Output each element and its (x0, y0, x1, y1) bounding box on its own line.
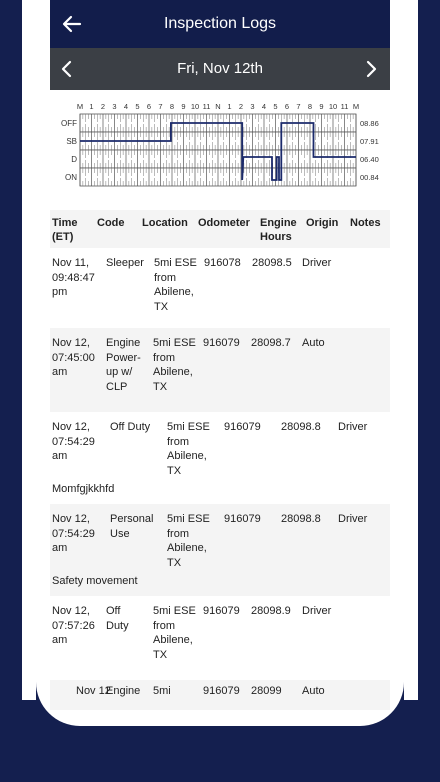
cell-time: Nov 12 (76, 685, 111, 697)
hour-label: 2 (100, 102, 106, 111)
hour-label: 8 (307, 102, 313, 111)
cell-location: 5mi ESE from Abilene, TX (154, 257, 197, 313)
hour-label: 10 (190, 102, 200, 111)
hour-label: 4 (123, 102, 129, 111)
hour-label: M (352, 102, 360, 111)
cell-engine-hours: 28098.8 (281, 421, 321, 433)
hour-label: 1 (227, 102, 232, 111)
hour-label: 6 (284, 102, 290, 111)
cell-time: Nov 12, 07:57:26 am (52, 605, 95, 647)
cell-engine-hours: 28098.7 (251, 337, 291, 349)
status-total: 06.40 (360, 155, 379, 164)
log-table (50, 210, 390, 697)
table-row[interactable] (50, 680, 390, 710)
cell-code: Engine (106, 685, 141, 697)
cell-odometer: 916079 (224, 513, 261, 525)
current-date: Fri, Nov 12th (177, 60, 263, 77)
cell-code: Engine Power-up w/ CLP (106, 337, 141, 393)
cell-odometer: 916079 (203, 605, 240, 617)
hour-label: 11 (340, 102, 349, 111)
page-title: Inspection Logs (163, 15, 277, 32)
cell-origin: Driver (302, 605, 332, 617)
cell-code: Off Duty (106, 605, 129, 632)
date-navigator (50, 48, 390, 90)
cell-odometer: 916078 (204, 257, 241, 269)
hour-label: 9 (319, 102, 324, 111)
header-code: Code (97, 217, 125, 229)
cell-code: Sleeper (106, 257, 144, 269)
header-time: Time (ET) (52, 217, 78, 243)
hour-label: N (215, 102, 221, 111)
cell-origin: Driver (338, 421, 368, 433)
cell-origin: Driver (338, 513, 368, 525)
next-day-chevron-icon[interactable] (360, 58, 382, 80)
header-engine-hours: Engine Hours (260, 217, 297, 243)
header-odometer: Odometer (198, 217, 250, 229)
status-label: ON (65, 173, 77, 182)
header-notes: Notes (350, 217, 381, 229)
cell-location: 5mi (153, 685, 171, 697)
hour-label: M (76, 102, 84, 111)
table-row[interactable] (50, 596, 390, 680)
cell-engine-hours: 28098.8 (281, 513, 321, 525)
cell-time: Nov 12, 07:54:29 am (52, 421, 95, 463)
status-label: SB (66, 137, 77, 146)
cell-odometer: 916079 (203, 337, 240, 349)
cell-time: Nov 12, 07:45:00 am (52, 337, 95, 379)
hour-label: 6 (146, 102, 152, 111)
hour-label: 9 (181, 102, 186, 111)
cell-code: Personal Use (110, 513, 154, 540)
cell-engine-hours: 28098.9 (251, 605, 291, 617)
table-header (50, 210, 390, 248)
cell-location: 5mi ESE from Abilene, TX (167, 513, 210, 569)
table-row[interactable] (50, 248, 390, 328)
hour-label: 10 (328, 102, 338, 111)
status-total: 08.86 (360, 119, 379, 128)
status-label: OFF (61, 119, 77, 128)
cell-time: Nov 11, 09:48:47 pm (52, 257, 95, 299)
cell-odometer: 916079 (224, 421, 261, 433)
device-bezel-left (22, 0, 36, 700)
hour-label: 7 (158, 102, 163, 111)
cell-origin: Driver (302, 257, 332, 269)
table-row[interactable] (50, 328, 390, 412)
hour-label: 1 (89, 102, 94, 111)
cell-time: Nov 12, 07:54:29 am (52, 513, 95, 555)
hour-label: 3 (250, 102, 255, 111)
device-bezel-right (404, 0, 418, 700)
cell-origin: Auto (302, 685, 325, 697)
device-frame-left (0, 0, 22, 782)
app-screen (50, 0, 390, 697)
duty-status-graph (50, 96, 390, 196)
status-total: 07.91 (360, 137, 379, 146)
cell-origin: Auto (302, 337, 325, 349)
cell-location: 5mi ESE from Abilene, TX (153, 337, 196, 393)
row-note: Safety movement (52, 575, 138, 587)
cell-engine-hours: 28099 (251, 685, 282, 697)
hour-label: 5 (273, 102, 278, 111)
header-location: Location (142, 217, 188, 229)
hour-label: 4 (261, 102, 267, 111)
cell-engine-hours: 28098.5 (252, 257, 292, 269)
status-total: 00.84 (360, 173, 379, 182)
table-row[interactable] (50, 504, 390, 596)
cell-code: Off Duty (110, 421, 151, 433)
app-bar (50, 0, 390, 48)
hour-label: 8 (169, 102, 175, 111)
header-origin: Origin (306, 217, 339, 229)
hour-label: 3 (112, 102, 117, 111)
hour-label: 11 (202, 102, 211, 111)
cell-odometer: 916079 (203, 685, 240, 697)
hour-label: 7 (296, 102, 301, 111)
status-label: D (71, 155, 77, 164)
cell-location: 5mi ESE from Abilene, TX (153, 605, 196, 661)
hour-label: 5 (135, 102, 140, 111)
cell-location: 5mi ESE from Abilene, TX (167, 421, 210, 477)
hour-label: 2 (238, 102, 244, 111)
table-row[interactable] (50, 412, 390, 504)
row-note: Momfgjkkhfd (52, 483, 115, 495)
